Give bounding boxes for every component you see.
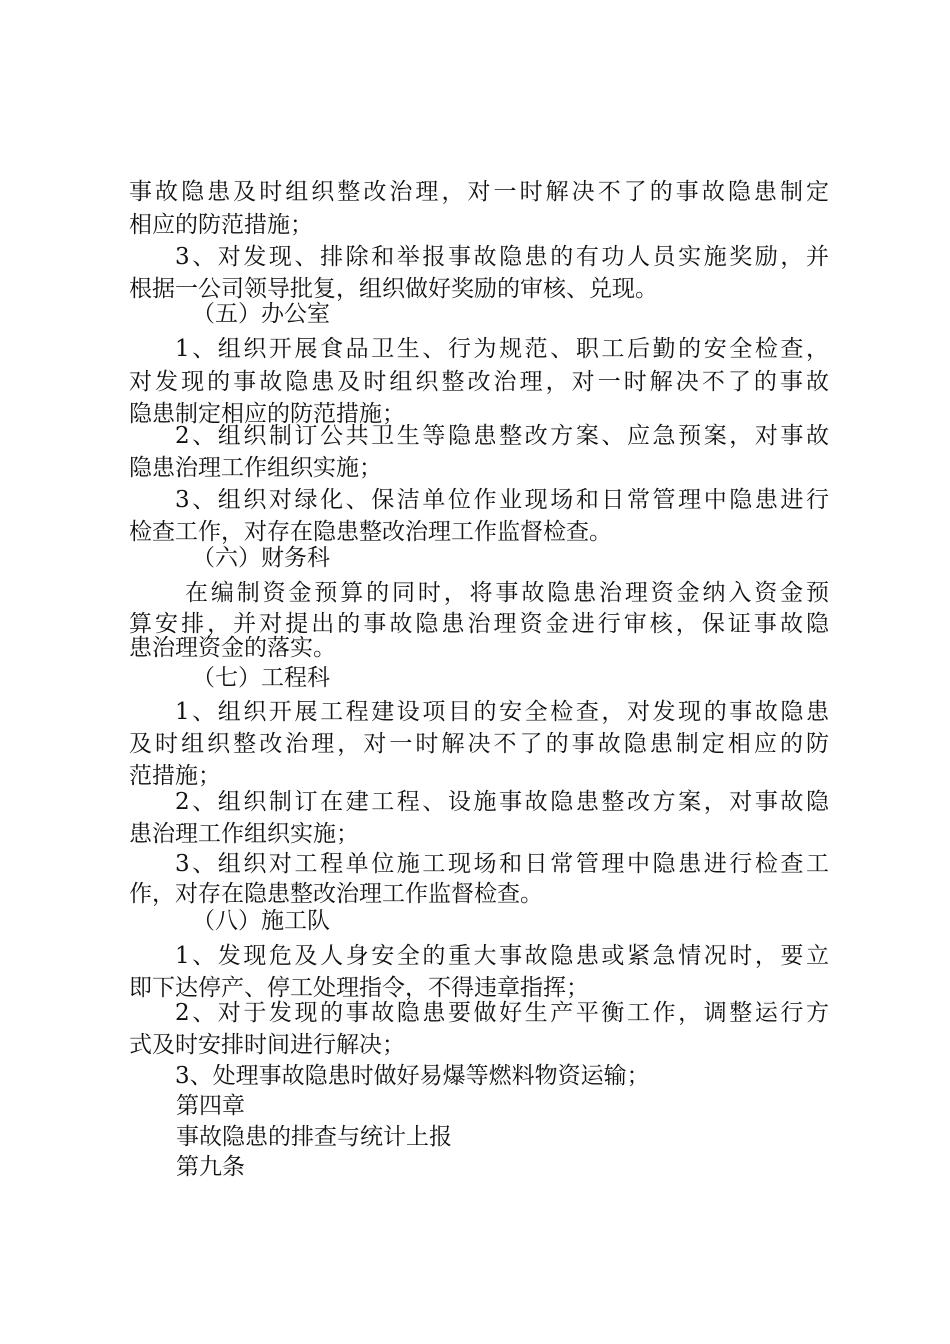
text-line: 1、发现危及人身安全的重大事故隐患或紧急情况时，要立 [175,943,829,969]
text-line: 隐患制定相应的防范措施； [129,401,405,427]
text-line: 1、组织开展食品卫生、行为规范、职工后勤的安全检查， [175,336,829,362]
text-line: 算安排，并对提出的事故隐患治理资金进行审核，保证事故隐 [129,611,829,637]
text-line: 1、组织开展工程建设项目的安全检查，对发现的事故隐患 [175,699,829,725]
text-line: 患治理工作组织实施； [129,821,359,847]
text-line: 范措施； [129,763,221,789]
text-line: 2、对于发现的事故隐患要做好生产平衡工作，调整运行方 [175,1000,829,1026]
text-line: 对发现的事故隐患及时组织整改治理，对一时解决不了的事故 [129,369,829,395]
text-line: 3、处理事故隐患时做好易爆等燃料物资运输； [175,1063,650,1089]
section-heading: （六）财务科 [192,545,330,571]
text-line: 作，对存在隐患整改治理工作监督检查。 [129,881,543,907]
section-heading: （八）施工队 [192,908,330,934]
text-line: 隐患治理工作组织实施； [129,455,382,481]
chapter-title: 事故隐患的排查与统计上报 [176,1124,452,1150]
text-line: 根据一公司领导批复，组织做好奖励的审核、兑现。 [129,276,658,302]
text-line: 2、组织制订公共卫生等隐患整改方案、应急预案，对事故 [175,423,829,449]
section-heading: （七）工程科 [192,665,330,691]
text-line: 3、组织对绿化、保洁单位作业现场和日常管理中隐患进行 [175,487,829,513]
text-line: 相应的防范措施； [129,212,313,238]
text-line: 检查工作，对存在隐患整改治理工作监督检查。 [129,519,612,545]
text-line: 患治理资金的落实。 [129,635,336,661]
text-line: 3、组织对工程单位施工现场和日常管理中隐患进行检查工 [175,851,829,877]
section-heading: （五）办公室 [192,301,330,327]
chapter-number: 第四章 [176,1093,245,1119]
text-line: 式及时安排时间进行解决； [129,1032,405,1058]
article-number: 第九条 [176,1154,245,1180]
text-line: 在编制资金预算的同时，将事故隐患治理资金纳入资金预 [185,580,829,606]
text-line: 及时组织整改治理，对一时解决不了的事故隐患制定相应的防 [129,731,829,757]
text-line: 即下达停产、停工处理指令，不得违章指挥； [129,975,589,1001]
text-line: 事故隐患及时组织整改治理，对一时解决不了的事故隐患制定 [129,179,829,205]
text-line: 2、组织制订在建工程、设施事故隐患整改方案，对事故隐 [175,789,829,815]
text-line: 3、对发现、排除和举报事故隐患的有功人员实施奖励，并 [175,244,829,270]
